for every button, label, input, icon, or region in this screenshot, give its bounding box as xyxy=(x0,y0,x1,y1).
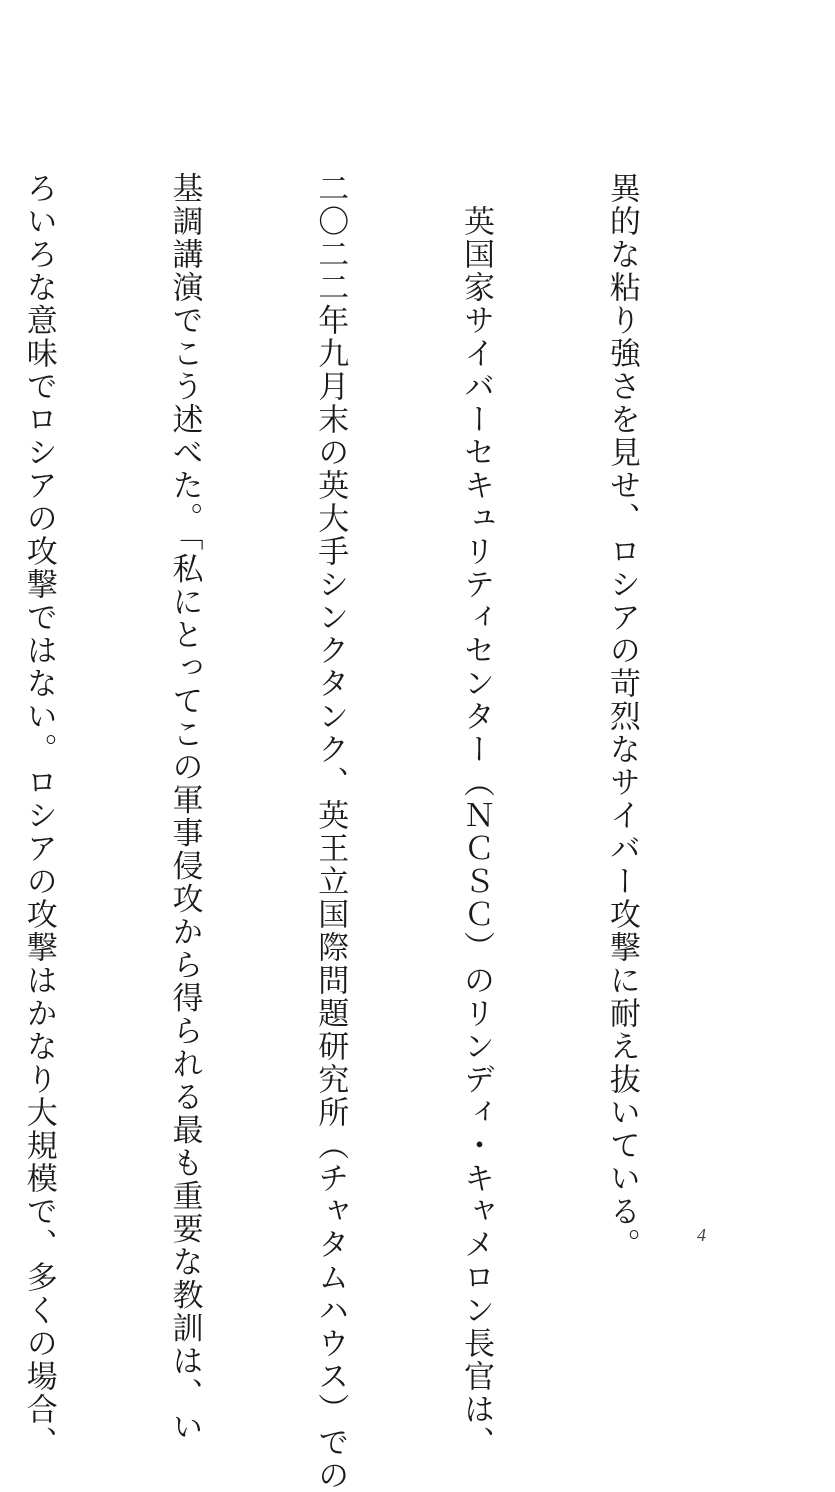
text-line: ろいろな意味でロシアの攻撃ではない。ロシアの攻撃はかなり大規模で、多くの場合、 xyxy=(20,172,57,1459)
text-line: 英国家サイバーセキュリティセンター（ＮＣＳＣ）のリンディ・キャメロン長官は、 xyxy=(458,172,495,1459)
text-line: 二〇二二年九月末の英大手シンクタンク、英王立国際問題研究所（チャタムハウス）での xyxy=(312,172,349,1492)
body-text xyxy=(0,172,743,1492)
page-number: 4 xyxy=(697,1225,706,1245)
text-line: 基調講演でこう述べた。「私にとってこの軍事侵攻から得られる最も重要な教訓は、い xyxy=(166,172,203,1444)
text-line: 異的な粘り強さを見せ、ロシアの苛烈なサイバー攻撃に耐え抜いている。 xyxy=(603,172,640,1261)
